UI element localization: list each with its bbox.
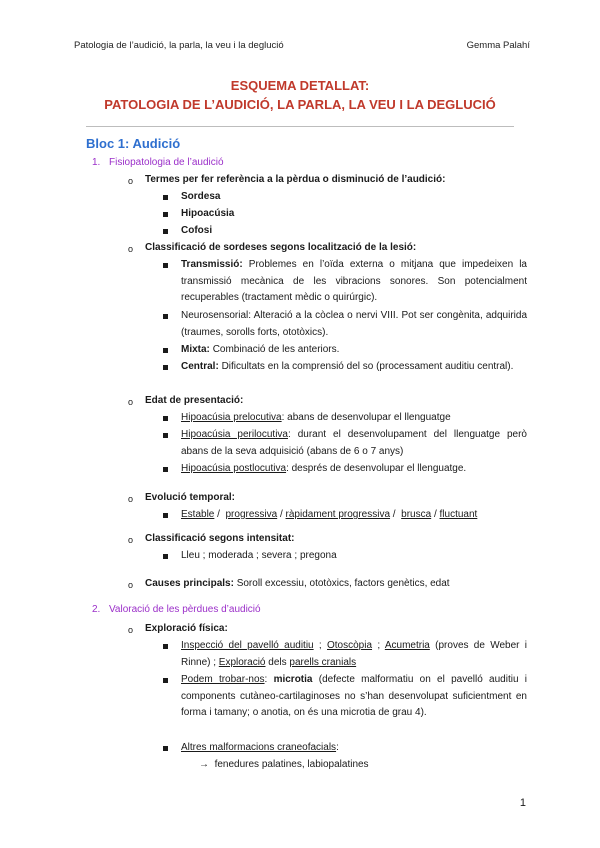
- circle-bullet-icon: o: [128, 176, 134, 186]
- evolucio-list: Estable / progressiva / ràpidament progressiva / brusca / fluctuant: [181, 509, 478, 520]
- central-label: Central:: [181, 361, 219, 372]
- dels-text: dels: [268, 656, 287, 668]
- square-bullet-icon: [163, 365, 168, 370]
- classif-central: [181, 359, 527, 376]
- terms-item: Hipoacúsia: [181, 208, 235, 219]
- exploracio-altres: Altres malformacions craneofacials:: [181, 742, 339, 753]
- square-bullet-icon: [163, 229, 168, 234]
- edat-peri: [181, 427, 527, 460]
- classif-transmissio: [181, 257, 527, 307]
- header-right: Gemma Palahí: [466, 40, 530, 51]
- circle-bullet-icon: o: [128, 535, 134, 545]
- mixta-label: Mixta:: [181, 344, 210, 355]
- evolucio-item: fluctuant: [439, 509, 478, 520]
- square-bullet-icon: [163, 467, 168, 472]
- fenedures-text: fenedures palatines, labiopalatines: [214, 759, 369, 770]
- podem-label: Podem trobar-nos: [181, 674, 265, 685]
- circle-bullet-icon: o: [128, 244, 134, 254]
- edat-heading: Edat de presentació:: [145, 395, 244, 406]
- square-bullet-icon: [163, 314, 168, 319]
- causes-line: [145, 576, 450, 593]
- title-divider: [86, 126, 514, 127]
- explor-label: Exploració: [218, 656, 266, 668]
- classif-heading: Classificació de sordeses segons localització de la lesió:: [145, 242, 417, 253]
- classif-neuro: [181, 308, 527, 341]
- evolucio-item: Estable: [181, 509, 215, 520]
- causes-label: Causes principals:: [145, 578, 234, 589]
- arrow-icon: →: [199, 759, 209, 770]
- post-text: : després de desenvolupar el llenguatge.: [286, 463, 467, 474]
- pre-label: Hipoacúsia prelocutiva: [181, 412, 282, 423]
- acum-text: (proves de Weber i Rinne) ;: [181, 640, 527, 668]
- square-bullet-icon: [163, 644, 168, 649]
- terms-item: Cofosi: [181, 225, 213, 236]
- square-bullet-icon: [163, 678, 168, 683]
- post-label: Hipoacúsia postlocutiva: [181, 463, 287, 474]
- evolucio-item: brusca: [401, 509, 432, 520]
- square-bullet-icon: [163, 513, 168, 518]
- trans-text: Problemes en l’oïda externa o mitjana que impedeixen la transmissió mecànica de les vibracions sonores. Son potencialment recuperables (tractament mèdic o quirúrgic).: [181, 259, 527, 303]
- terms-heading: Termes per fer referència a la pèrdua o disminució de l’audició:: [145, 174, 446, 185]
- evolucio-heading: Evolució temporal:: [145, 492, 236, 503]
- evolucio-item: ràpidament progressiva: [285, 509, 391, 520]
- edat-pre: [181, 410, 451, 427]
- trans-label: Transmissió:: [181, 259, 243, 270]
- circle-bullet-icon: o: [128, 625, 134, 635]
- micro-label: microtia: [273, 674, 313, 685]
- title-line-2: PATOLOGIA DE L’AUDICIÓ, LA PARLA, LA VEU I LA DEGLUCIÓ: [104, 97, 496, 112]
- neuro-text: Alteració a la còclea o nervi VIII. Pot ser congènita, adquirida (traumes, sorolls forts, ototòxics).: [181, 310, 527, 338]
- exploracio-inspeccio: Inspecció del pavelló auditiu ; Otoscòpia ; Acumetria (proves de Weber i Rinne) ; Exploració dels parells cranials: [181, 640, 527, 668]
- altres-label: Altres malformacions craneofacials: [181, 742, 337, 753]
- pre-text: : abans de desenvolupar el llenguatge: [281, 412, 451, 423]
- neuro-label: Neurosensorial:: [181, 310, 252, 321]
- acum-label: Acumetria: [384, 640, 430, 651]
- central-text: Dificultats en la comprensió del so (processament auditiu central).: [221, 361, 514, 372]
- header-left: Patologia de l’audició, la parla, la veu i la deglució: [74, 40, 284, 51]
- exploracio-heading: Exploració física:: [145, 623, 228, 634]
- circle-bullet-icon: o: [128, 494, 134, 504]
- parells-label: parells cranials: [289, 656, 357, 668]
- section-2-label: Valoració de les pèrdues d’audició: [109, 604, 261, 615]
- page-number: 1: [519, 797, 526, 809]
- square-bullet-icon: [163, 433, 168, 438]
- intensitat-text: Lleu ; moderada ; severa ; pregona: [181, 550, 337, 561]
- section-1-number: 1.: [92, 157, 101, 168]
- section-2-number: 2.: [92, 604, 101, 615]
- causes-text: Soroll excessiu, ototòxics, factors genètics, edat: [236, 578, 450, 589]
- square-bullet-icon: [163, 554, 168, 559]
- mixta-text: Combinació de les anteriors.: [212, 344, 340, 355]
- circle-bullet-icon: o: [128, 397, 134, 407]
- peri-label: Hipoacúsia perilocutiva: [181, 429, 288, 440]
- square-bullet-icon: [163, 746, 168, 751]
- exploracio-fenedures: [199, 757, 369, 774]
- otos-label: Otoscòpia: [327, 640, 373, 651]
- insp-label: Inspecció del pavelló auditiu: [181, 640, 314, 651]
- classif-mixta: [181, 342, 339, 359]
- terms-item: Sordesa: [181, 191, 221, 202]
- intensitat-heading: Classificació segons intensitat:: [145, 533, 295, 544]
- square-bullet-icon: [163, 212, 168, 217]
- peri-text: : durant el desenvolupament del llenguatge però abans de la seva adquisició (abans de 6 o 7 anys): [181, 429, 527, 457]
- circle-bullet-icon: o: [128, 580, 134, 590]
- square-bullet-icon: [163, 195, 168, 200]
- edat-post: [181, 461, 466, 478]
- square-bullet-icon: [163, 348, 168, 353]
- micro-text: (defecte malformatiu on el pavelló auditiu i components cutàneo-cartilaginoses no s’han desenvolupat suficientment en forma i tamany; o anotia, on és una microtia de grau 4).: [181, 674, 527, 718]
- bloc-heading: Bloc 1: Audició: [86, 136, 181, 151]
- title-line-1: ESQUEMA DETALLAT:: [230, 78, 370, 93]
- evolucio-item: progressiva: [225, 509, 278, 520]
- square-bullet-icon: [163, 263, 168, 268]
- section-1-label: Fisiopatologia de l’audició: [109, 157, 224, 168]
- exploracio-microtia: Podem trobar-nos: microtia (defecte malformatiu on el pavelló auditiu i components cutàneo-cartilaginoses no s’han desenvolupat suficientment en forma i tamany; o anotia, on és una microtia de grau 4).: [181, 674, 527, 718]
- square-bullet-icon: [163, 416, 168, 421]
